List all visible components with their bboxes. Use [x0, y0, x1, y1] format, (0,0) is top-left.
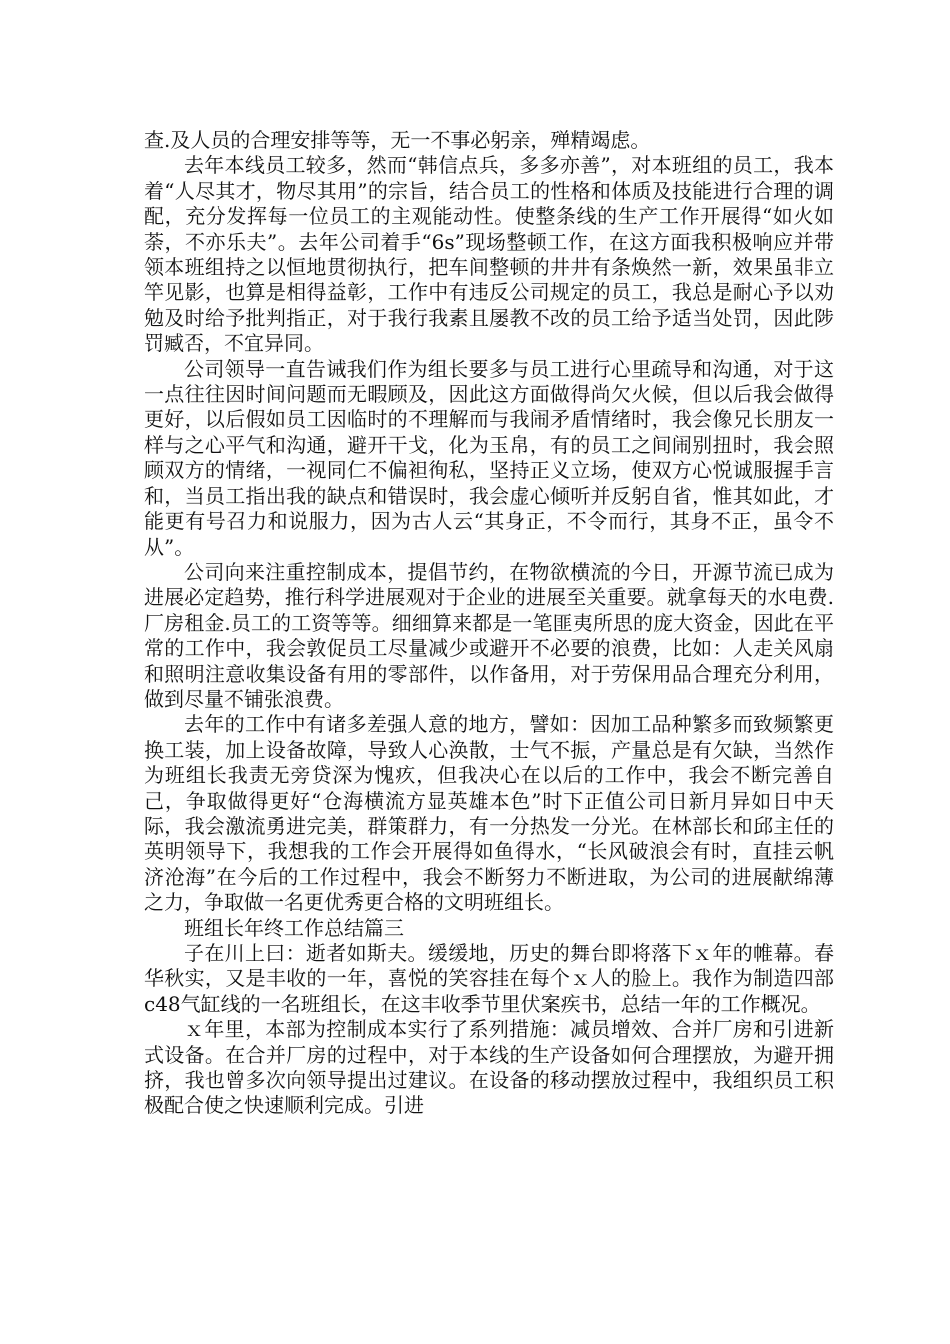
paragraph-4: 公司向来注重控制成本，提倡节约，在物欲横流的今日，开源节流已成为进展必定趋势，推行科学进展观对于企业的进展至关重要。就拿每天的水电费.厂房租金.员工的工资等等。细细算来都是一笔匪夷所思的庞大资金，因此在平常的工作中，我会敦促员工尽量减少或避开不必要的浪费，比如：人走关风扇和照明注意收集设备有用的零部件，以作备用，对于劳保用品合理充分利用，做到尽量不铺张浪费。	[144, 559, 834, 711]
section-heading: 班组长年终工作总结篇三	[184, 915, 404, 940]
paragraph-6: 子在川上曰：逝者如斯夫。缓缓地，历史的舞台即将落下ｘ年的帷幕。春华秋实，又是丰收的一年，喜悦的笑容挂在每个ｘ人的脸上。我作为制造四部c48气缸线的一名班组长，在这丰收季节里伏案疾书，总结一年的工作概况。	[144, 941, 834, 1016]
document-page	[144, 128, 834, 1119]
paragraph-5: 去年的工作中有诸多差强人意的地方，譬如：因加工品种繁多而致频繁更换工装，加上设备故障，导致人心涣散，士气不振，产量总是有欠缺，当然作为班组长我责无旁贷深为愧疚，但我决心在以后的工作中，我会不断完善自己，争取做得更好“仓海横流方显英雄本色”时下正值公司日新月异如日中天际，我会激流勇进完美，群策群力，有一分热发一分光。在林部长和邱主任的英明领导下，我想我的工作会开展得如鱼得水，“长风破浪会有时，直挂云帆济沧海”在今后的工作过程中，我会不断努力不断进取，为公司的进展献绵薄之力，争取做一名更优秀更合格的文明班组长。	[144, 712, 834, 915]
paragraph-2: 去年本线员工较多，然而“韩信点兵，多多亦善”，对本班组的员工，我本着“人尽其才，物尽其用”的宗旨，结合员工的性格和体质及技能进行合理的调配，充分发挥每一位员工的主观能动性。使整条线的生产工作开展得“如火如荼，不亦乐夫”。去年公司着手“6s”现场整顿工作，在这方面我积极响应并带领本班组持之以恒地贯彻执行，把车间整顿的井井有条焕然一新，效果虽非立竿见影，也算是相得益彰，工作中有违反公司规定的员工，我总是耐心予以劝勉及时给予批判指正，对于我行我素且屡教不改的员工给予适当处罚，因此陟罚臧否，不宜异同。	[144, 153, 834, 356]
paragraph-7: ｘ年里，本部为控制成本实行了系列措施：减员增效、合并厂房和引进新式设备。在合并厂房的过程中，对于本线的生产设备如何合理摆放，为避开拥挤，我也曾多次向领导提出过建议。在设备的移动摆放过程中，我组织员工积极配合使之快速顺利完成。引进	[144, 1017, 834, 1118]
paragraph-3: 公司领导一直告诫我们作为组长要多与员工进行心里疏导和沟通，对于这一点往往因时间问题而无暇顾及，因此这方面做得尚欠火候，但以后我会做得更好，以后假如员工因临时的不理解而与我闹矛盾情绪时，我会像兄长朋友一样与之心平气和沟通，避开干戈，化为玉帛，有的员工之间闹别扭时，我会照顾双方的情绪，一视同仁不偏袒徇私，坚持正义立场，使双方心悦诚服握手言和，当员工指出我的缺点和错误时，我会虚心倾听并反躬自省，惟其如此，才能更有号召力和说服力，因为古人云“其身正，不令而行，其身不正，虽令不从”。	[144, 356, 834, 559]
paragraph-1: 查.及人员的合理安排等等，无一不事必躬亲，殚精竭虑。	[144, 128, 651, 152]
